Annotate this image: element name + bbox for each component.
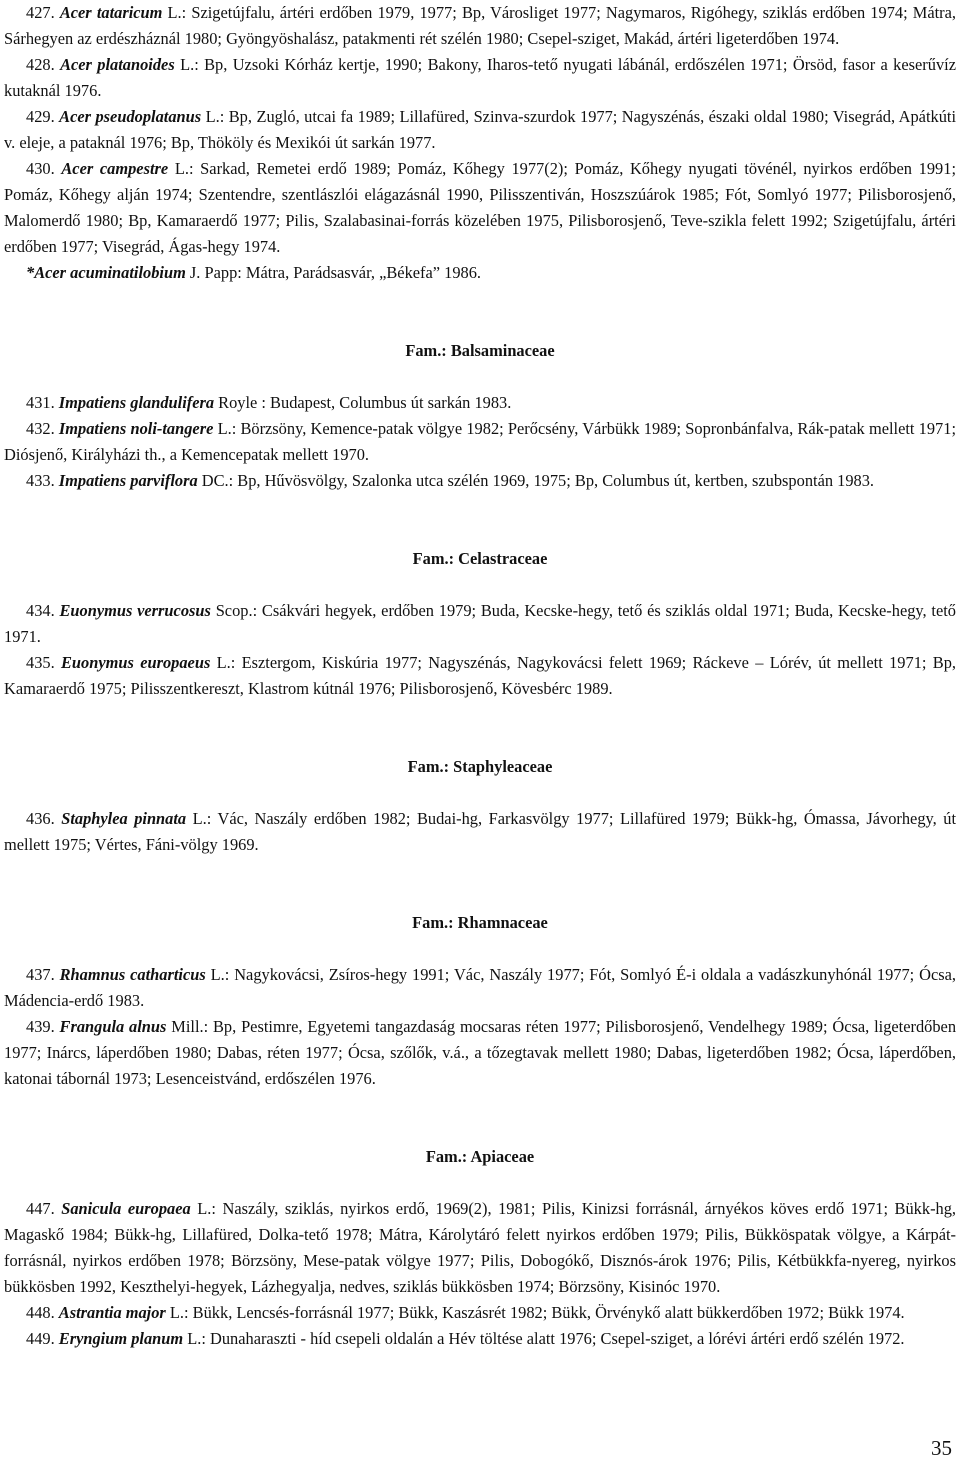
list-item: 429. Acer pseudoplatanus L.: Bp, Zugló, utcai fa 1989; Lillafüred, Szinva-szurdok 1977; Nagyszénás, északi oldal 1980; Visegrád, Apátkúti v. eleje, a pataknál 1976; Bp, Thököly és Mexikói út sarkán 1977. xyxy=(4,107,957,152)
spacer xyxy=(4,702,956,754)
spacer xyxy=(4,364,956,390)
list-item: 449. Eryngium planum L.: Dunaharaszti - híd csepeli oldalán a Hév töltése alatt 1976; Csepel-sziget, a lórévi ártéri erdő szélén 1972. xyxy=(26,1329,905,1348)
family-heading: Fam.: Apiaceae xyxy=(425,1147,535,1166)
list-item: 437. Rhamnus catharticus L.: Nagykovácsi, Zsíros-hegy 1991; Vác, Naszály 1977; Fót, Somlyó É-i oldala a vadászkunyhónál 1977; Ócsa, Mádencia-erdő 1983. xyxy=(4,965,956,1010)
list-item: 439. Frangula alnus Mill.: Bp, Pestimre, Egyetemi tangazdaság mocsaras réten 1977; Pilisborosjenő, Vendelhegy 1989; Ócsa, ligeterdőben 1977; Inárcs, láperdőben 1980; Dabas, réten 1977; Ócsa, szőlők, v.á., a tőzegtavak mellett 1980; Dabas, ligeterdőben 1982; Ócsa, láperdőben, katonai tábornál 1973; Lesenceistvánd, erdőszélen 1976. xyxy=(4,1017,957,1088)
list-item: 448. Astrantia major L.: Bükk, Lencsés-forrásnál 1977; Bükk, Kaszásrét 1982; Bükk, Örvénykő alatt bükkerdőben 1972; Bükk 1974. xyxy=(26,1303,905,1322)
spacer xyxy=(4,936,956,962)
list-item: 432. Impatiens noli-tangere L.: Börzsöny, Kemence-patak völgye 1982; Perőcsény, Várbükk 1989; Sopronbánfalva, Rák-patak mellett 1971; Diósjenő, Királyházi th., a Kemencepatak mellett 1970. xyxy=(4,419,956,464)
spacer xyxy=(4,286,956,338)
list-item: 433. Impatiens parviflora DC.: Bp, Hűvösvölgy, Szalonka utca szélén 1969, 1975; Bp, Columbus út, kertben, szubspontán 1983. xyxy=(26,471,875,490)
list-item: 431. Impatiens glandulifera Royle : Budapest, Columbus út sarkán 1983. xyxy=(26,393,512,412)
list-item: 434. Euonymus verrucosus Scop.: Csákvári hegyek, erdőben 1979; Buda, Kecske-hegy, tető és sziklás oldal 1971; Buda, Kecske-hegy, tető 1971. xyxy=(4,601,956,646)
list-item: 428. Acer platanoides L.: Bp, Uzsoki Kórház kertje, 1990; Bakony, Iharos-tető nyugati lábánál, erdőszélen 1971; Örsöd, fasor a keserűvíz kutaknál 1976. xyxy=(4,55,956,100)
spacer xyxy=(4,858,956,910)
family-heading: Fam.: Celastraceae xyxy=(412,549,548,568)
list-item: 447. Sanicula europaea L.: Naszály, sziklás, nyirkos erdő, 1969(2), 1981; Pilis, Kinizsi forrásnál, árnyékos köves erdő 1971; Bükk-hg, Magaskő 1984; Bükk-hg, Lillafüred, Dolka-tető 1978; Mátra, Károlytáró felett nyirkos erdőben 1979; Pilis, Bükköspatak völgye, a Kárpát-forrásnál, nyirkos erdőben 1978; Börzsöny, Mese-patak völgye 1977; Pilis, Dobogókő, Disznós-árok 1976; Pilis, Kétbükkfa-nyereg, nyirkos bükkösben 1992, Keszthelyi-hegyek, Lázhegyalja, nedves, sziklás bükkösben 1974; Börzsöny, Kisinóc 1970. xyxy=(4,1199,957,1296)
spacer xyxy=(4,1170,956,1196)
spacer xyxy=(4,1092,956,1144)
spacer xyxy=(4,572,956,598)
list-item: 436. Staphylea pinnata L.: Vác, Naszály erdőben 1982; Budai-hg, Farkasvölgy 1977; Lillafüred 1979; Bükk-hg, Ómassa, Jávorhegy, út mellett 1975; Vértes, Fáni-völgy 1969. xyxy=(4,809,957,854)
list-item: 435. Euonymus europaeus L.: Esztergom, Kiskúria 1977; Nagyszénás, Nagykovácsi felett 1969; Ráckeve – Lórév, út mellett 1971; Bp, Kamaraerdő 1975; Pilisszentkereszt, Klastrom kútnál 1976; Pilisborosjenő, Kövesbérc 1989. xyxy=(4,653,956,698)
list-item: 427. Acer tataricum L.: Szigetújfalu, ártéri erdőben 1979, 1977; Bp, Városliget 1977; Nagymaros, Rigóhegy, sziklás erdőben 1974; Mátra, Sárhegyen az erdészháznál 1980; Gyöngyöshalász, patakmenti rét szélén 1980; Csepel-sziget, Makád, ártéri ligeterdőben 1974. xyxy=(4,3,957,48)
list-item: 430. Acer campestre L.: Sarkad, Remetei erdő 1989; Pomáz, Kőhegy 1977(2); Pomáz, Kőhegy nyugati tövénél, nyirkos erdőben 1991; Pomáz, Kőhegy alján 1974; Szentendre, szentlászlói elágazásnál 1990, Pilisszentiván, Hoszszúárok 1985; Fót, Somlyó 1977; Pilisborosjenő, Malomerdő 1980; Bp, Kamaraerdő 1977; Pilis, Szalabasinai-forrás közelében 1975, Pilisborosjenő, Teve-szikla felett 1992; Szigetújfalu, ártéri erdőben 1977; Visegrád, Ágas-hegy 1974. xyxy=(4,159,956,256)
spacer xyxy=(4,780,956,806)
family-heading: Fam.: Balsaminaceae xyxy=(405,341,555,360)
spacer xyxy=(4,494,956,546)
page-body xyxy=(4,0,956,1352)
list-item: *Acer acuminatilobium J. Papp: Mátra, Parádsasvár, „Békefa” 1986. xyxy=(26,263,482,282)
family-heading: Fam.: Staphyleaceae xyxy=(407,757,553,776)
page-number: 35 xyxy=(931,1436,952,1460)
family-heading: Fam.: Rhamnaceae xyxy=(412,913,548,932)
